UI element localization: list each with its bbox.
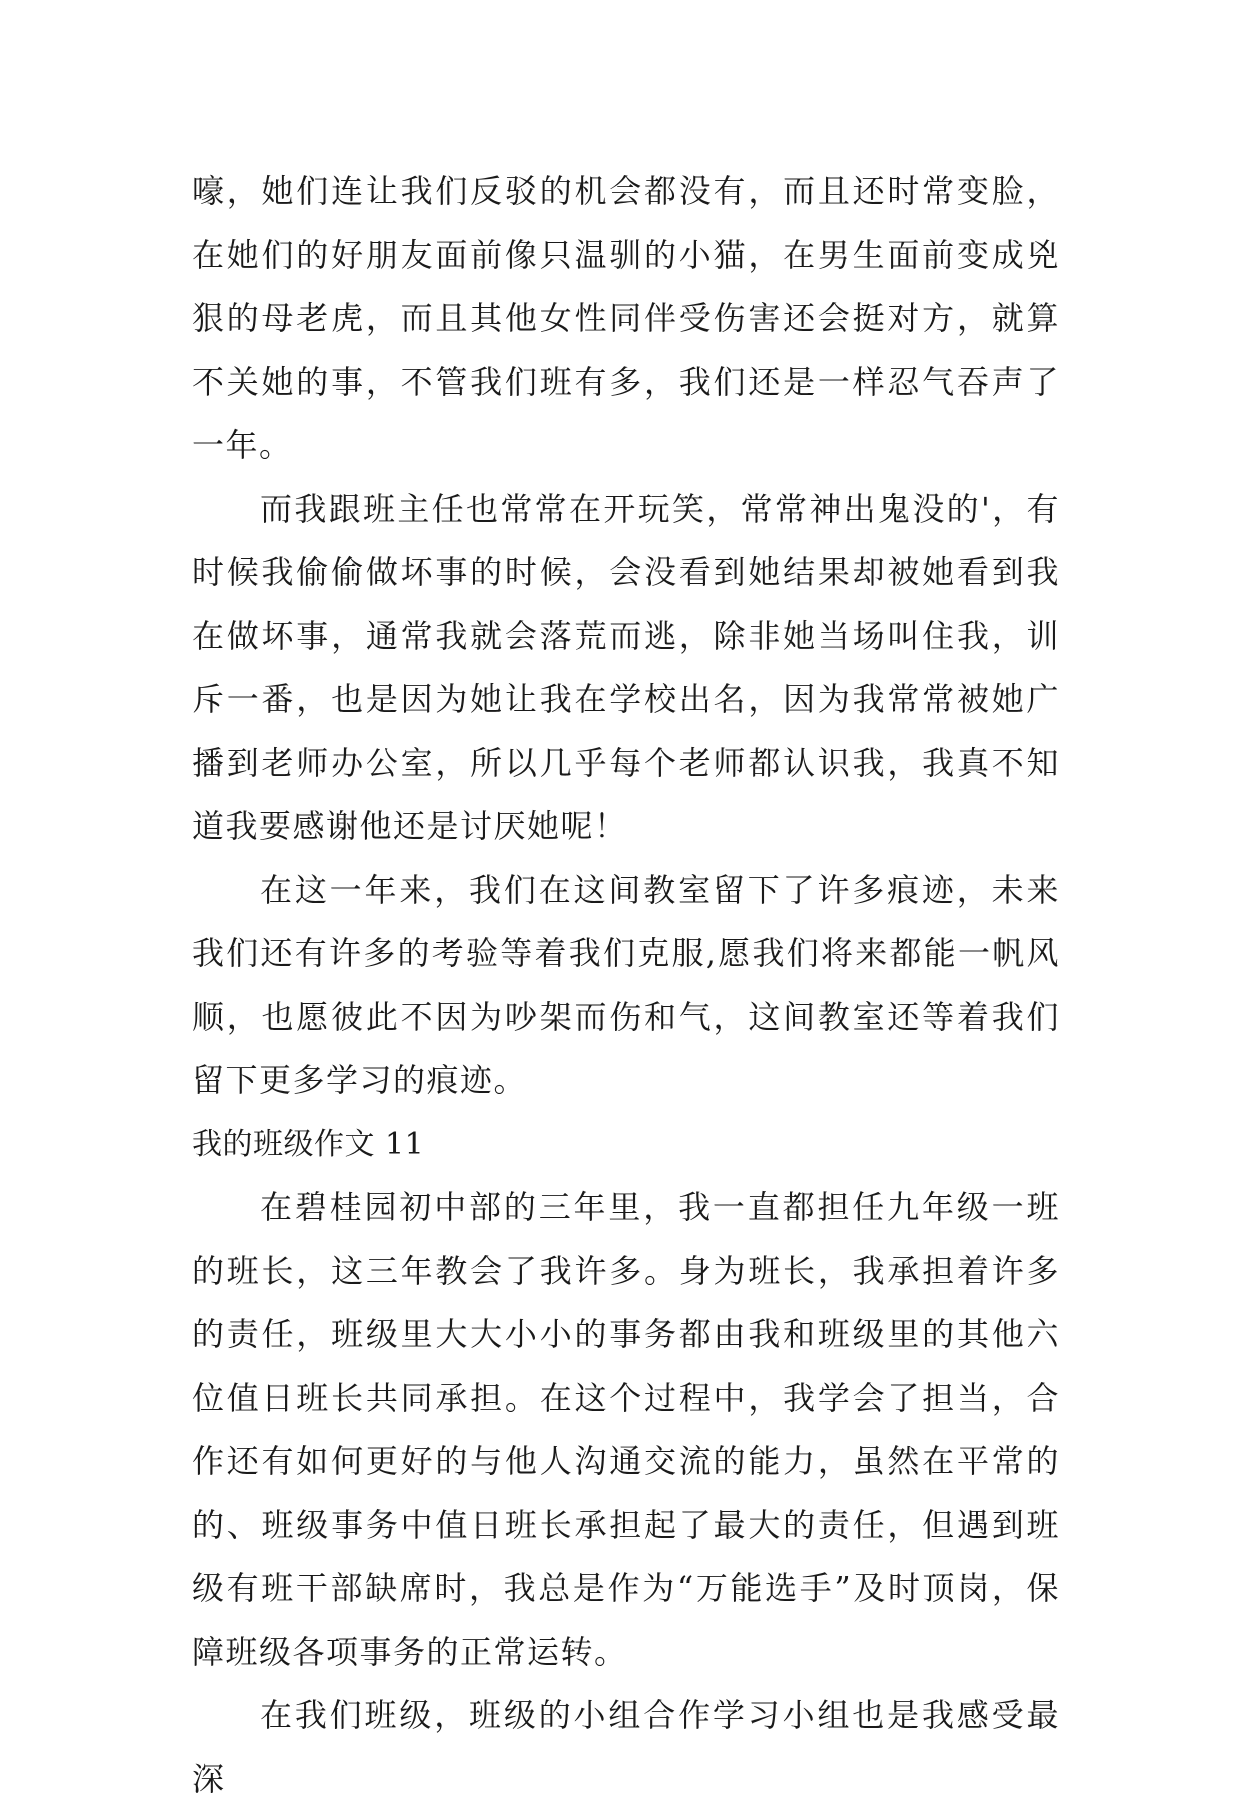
paragraph-2: 而我跟班主任也常常在开玩笑，常常神出鬼没的'，有时候我偷偷做坏事的时候，会没看到她结果却被她看到我在做坏事，通常我就会落荒而逃，除非她当场叫住我，训斥一番，也是因为她让我在学校出名，因为我常常被她广播到老师办公室，所以几乎每个老师都认识我，我真不知道我要感谢他还是讨厌她呢！	[192, 489, 1060, 845]
paragraph-1: 嚎，她们连让我们反驳的机会都没有，而且还时常变脸，在她们的好朋友面前像只温驯的小猫，在男生面前变成兇狠的母老虎，而且其他女性同伴受伤害还会挺对方，就算不关她的事，不管我们班有多，我们还是一样忍气吞声了一年。	[192, 172, 1060, 464]
paragraph-3: 在这一年来，我们在这间教室留下了许多痕迹，未来我们还有许多的考验等着我们克服,愿我们将来都能一帆风顺，也愿彼此不因为吵架而伤和气，这间教室还等着我们留下更多学习的痕迹。	[192, 870, 1060, 1099]
section-title: 我的班级作文 11	[192, 1126, 425, 1162]
document-body	[192, 160, 1060, 1811]
paragraph-5: 在我们班级，班级的小组合作学习小组也是我感受最深	[192, 1696, 1060, 1798]
paragraph-4: 在碧桂园初中部的三年里，我一直都担任九年级一班的班长，这三年教会了我许多。身为班长，我承担着许多的责任，班级里大大小小的事务都由我和班级里的其他六位值日班长共同承担。在这个过程中，我学会了担当，合作还有如何更好的与他人沟通交流的能力，虽然在平常的的、班级事务中值日班长承担起了最大的责任，但遇到班级有班干部缺席时，我总是作为“万能选手”及时顶岗，保障班级各项事务的正常运转。	[192, 1188, 1060, 1671]
